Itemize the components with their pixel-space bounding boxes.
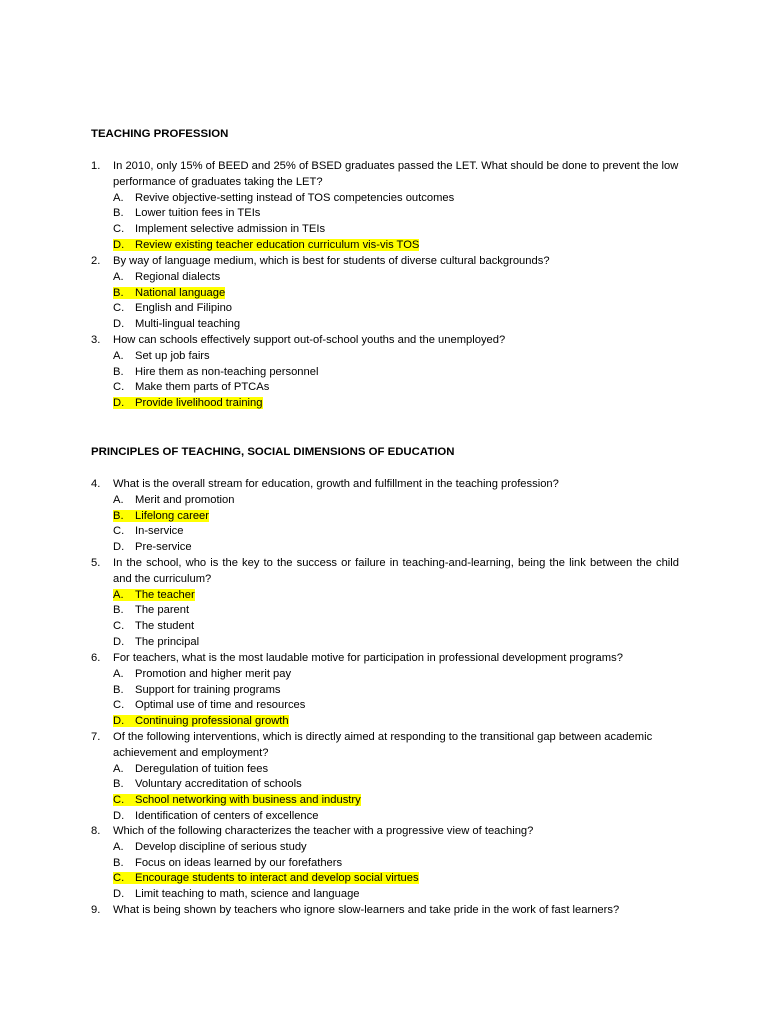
option-b: B. Focus on ideas learned by our forefathers bbox=[113, 856, 343, 869]
question-text: What is the overall stream for education, growth and fulfillment in the teaching profession? bbox=[113, 478, 559, 490]
option-a: A. Regional dialects bbox=[113, 270, 221, 283]
question-7 bbox=[91, 730, 679, 825]
option-b: B. The parent bbox=[113, 604, 190, 617]
question-number: 9. bbox=[91, 904, 101, 916]
question-number: 8. bbox=[91, 825, 101, 837]
question-1 bbox=[91, 159, 679, 254]
section-title: PRINCIPLES OF TEACHING, SOCIAL DIMENSIONS OF EDUCATION bbox=[91, 446, 455, 458]
question-number: 4. bbox=[91, 478, 101, 490]
option-d-correct: D. Provide livelihood training bbox=[113, 397, 263, 410]
option-a: A. Promotion and higher merit pay bbox=[113, 667, 292, 680]
question-4 bbox=[91, 477, 679, 556]
option-c: C. In-service bbox=[113, 525, 184, 538]
option-d-correct: D. Continuing professional growth bbox=[113, 715, 289, 728]
option-b-correct: B. National language bbox=[113, 286, 226, 299]
question-number: 6. bbox=[91, 652, 101, 664]
option-d-correct: D. Review existing teacher education curriculum vis-vis TOS bbox=[113, 238, 420, 251]
question-number: 7. bbox=[91, 731, 101, 743]
option-a: A. Merit and promotion bbox=[113, 493, 235, 506]
question-text: By way of language medium, which is best for students of diverse cultural backgrounds? bbox=[113, 255, 550, 267]
option-d: D. Limit teaching to math, science and language bbox=[113, 888, 360, 901]
question-6 bbox=[91, 651, 679, 730]
option-a-correct: A. The teacher bbox=[113, 588, 195, 601]
question-9 bbox=[91, 903, 679, 919]
option-b: B. Lower tuition fees in TEIs bbox=[113, 207, 261, 220]
option-a: A. Set up job fairs bbox=[113, 349, 210, 362]
question-number: 5. bbox=[91, 557, 101, 569]
option-a: A. Deregulation of tuition fees bbox=[113, 762, 269, 775]
option-c: C. Optimal use of time and resources bbox=[113, 699, 306, 712]
question-text: How can schools effectively support out-of-school youths and the unemployed? bbox=[113, 334, 506, 346]
question-5 bbox=[91, 556, 679, 651]
question-text: What is being shown by teachers who ignore slow-learners and take pride in the work of fast learners? bbox=[113, 904, 620, 916]
question-3 bbox=[91, 333, 679, 412]
option-d: D. Multi-lingual teaching bbox=[113, 318, 241, 331]
question-2 bbox=[91, 254, 679, 333]
option-c: C. Make them parts of PTCAs bbox=[113, 381, 270, 394]
question-8 bbox=[91, 824, 679, 903]
section-title: TEACHING PROFESSION bbox=[91, 128, 229, 140]
question-number: 3. bbox=[91, 334, 101, 346]
option-b: B. Hire them as non-teaching personnel bbox=[113, 365, 319, 378]
question-number: 1. bbox=[91, 160, 101, 172]
option-d: D. Identification of centers of excellence bbox=[113, 809, 319, 822]
option-c: C. English and Filipino bbox=[113, 302, 233, 315]
question-text: In 2010, only 15% of BEED and 25% of BSED graduates passed the LET. What should be done to prevent the low performance of graduates taking the LET? bbox=[113, 160, 679, 188]
option-c: C. The student bbox=[113, 620, 195, 633]
option-c-correct: C. School networking with business and industry bbox=[113, 794, 361, 807]
option-c-correct: C. Encourage students to interact and develop social virtues bbox=[113, 872, 419, 885]
option-b: B. Voluntary accreditation of schools bbox=[113, 778, 302, 791]
option-c: C. Implement selective admission in TEIs bbox=[113, 223, 326, 236]
option-d: D. Pre-service bbox=[113, 541, 192, 554]
option-d: D. The principal bbox=[113, 635, 200, 648]
option-b-correct: B. Lifelong career bbox=[113, 509, 210, 522]
question-text: Of the following interventions, which is directly aimed at responding to the transitional gap between academic achievement and employment? bbox=[113, 731, 653, 759]
option-a: A. Develop discipline of serious study bbox=[113, 840, 307, 853]
question-number: 2. bbox=[91, 255, 101, 267]
question-text: Which of the following characterizes the teacher with a progressive view of teaching? bbox=[113, 825, 534, 837]
option-a: A. Revive objective-setting instead of TOS competencies outcomes bbox=[113, 191, 455, 204]
question-text: For teachers, what is the most laudable motive for participation in professional development programs? bbox=[113, 652, 623, 664]
question-text: In the school, who is the key to the success or failure in teaching-and-learning, being the link between the child and the curriculum? bbox=[113, 557, 679, 585]
option-b: B. Support for training programs bbox=[113, 683, 281, 696]
